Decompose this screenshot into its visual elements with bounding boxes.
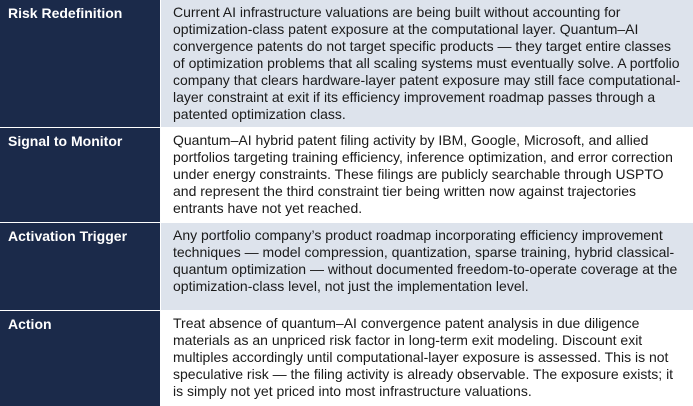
row-label: Risk Redefinition [0, 0, 161, 127]
row-description: Any portfolio company’s product roadmap incorporating efficiency improvement techniques — model compression, quantization, sparse training, hybrid classical-quantum optimization — without documented freedom-to-operate coverage at the optimization-class level, not just the implementation level. [161, 223, 693, 310]
table-row-activation-trigger [0, 223, 693, 311]
table-row-signal-to-monitor [0, 128, 693, 223]
row-label: Action [0, 311, 161, 406]
table-row-action [0, 311, 693, 406]
row-description: Current AI infrastructure valuations are being built without accounting for optimization-class patent exposure at the computational layer. Quantum–AI convergence patents do not target specific products — they target entire classes of optimization problems that all scaling systems must eventually solve. A portfolio company that clears hardware-layer patent exposure may still face computational-layer constraint at exit if its efficiency improvement roadmap passes through a patented optimization class. [161, 0, 693, 127]
row-label: Signal to Monitor [0, 128, 161, 222]
row-description: Treat absence of quantum–AI convergence patent analysis in due diligence materials as an unpriced risk factor in long-term exit modeling. Discount exit multiples accordingly until computational-layer exposure is assessed. This is not speculative risk — the filing activity is already observable. The exposure exists; it is simply not yet priced into most infrastructure valuations. [161, 311, 693, 406]
row-description: Quantum–AI hybrid patent filing activity by IBM, Google, Microsoft, and allied portfolios targeting training efficiency, inference optimization, and error correction under energy constraints. These filings are publicly searchable through USPTO and represent the third constraint tier being written now against trajectories entrants have not yet reached. [161, 128, 693, 222]
row-label: Activation Trigger [0, 223, 161, 310]
table-row-risk-redefinition [0, 0, 693, 128]
